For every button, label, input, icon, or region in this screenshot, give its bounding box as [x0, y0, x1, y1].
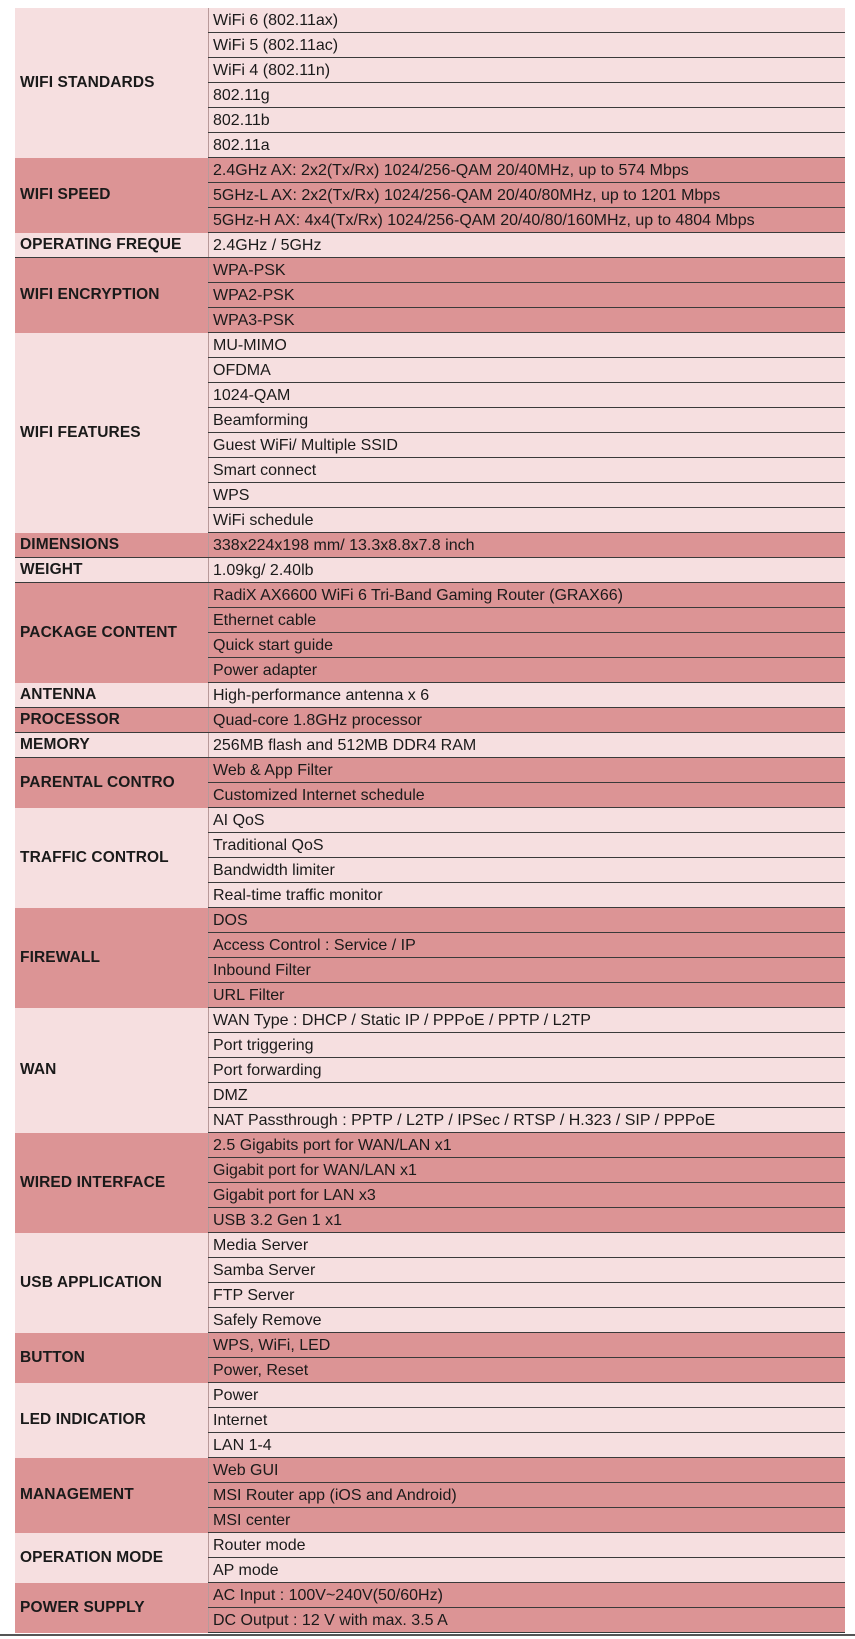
- spec-value: Real-time traffic monitor: [209, 883, 846, 908]
- spec-value: Router mode: [209, 1533, 846, 1558]
- spec-value: AI QoS: [209, 808, 846, 833]
- spec-value: Quick start guide: [209, 633, 846, 658]
- spec-value: Power: [209, 1383, 846, 1408]
- spec-value: AP mode: [209, 1558, 846, 1583]
- spec-row: [15, 683, 845, 708]
- spec-value: MSI Router app (iOS and Android): [209, 1483, 846, 1508]
- spec-row: [15, 1133, 845, 1158]
- spec-value: WPA2-PSK: [209, 283, 846, 308]
- spec-value: WPA3-PSK: [209, 308, 846, 333]
- spec-label-wifi-speed: WIFI SPEED: [20, 186, 111, 203]
- spec-row: [15, 1458, 845, 1483]
- spec-label-parental-contro: PARENTAL CONTRO: [20, 773, 175, 791]
- spec-value: USB 3.2 Gen 1 x1: [209, 1208, 846, 1233]
- spec-value: Power, Reset: [209, 1358, 846, 1383]
- spec-table-body: [15, 8, 845, 1633]
- spec-value: 256MB flash and 512MB DDR4 RAM: [209, 733, 846, 758]
- spec-label-processor: PROCESSOR: [15, 708, 209, 733]
- spec-value: Customized Internet schedule: [209, 783, 846, 808]
- spec-value: 1024-QAM: [209, 383, 846, 408]
- spec-label-operating-freque: OPERATING FREQUE: [15, 233, 209, 258]
- spec-value: DOS: [209, 908, 846, 933]
- spec-value: 2.4GHz / 5GHz: [209, 233, 846, 258]
- spec-value: WiFi 5 (802.11ac): [209, 33, 846, 58]
- spec-value: 802.11g: [209, 83, 846, 108]
- spec-value: WPA-PSK: [209, 258, 846, 283]
- spec-value: AC Input : 100V~240V(50/60Hz): [209, 1583, 846, 1608]
- spec-value: Gigabit port for LAN x3: [209, 1183, 846, 1208]
- spec-value: Traditional QoS: [209, 833, 846, 858]
- spec-row: [15, 233, 845, 258]
- spec-value: Port forwarding: [209, 1058, 846, 1083]
- spec-row: [15, 1233, 845, 1258]
- spec-value: RadiX AX6600 WiFi 6 Tri-Band Gaming Router (GRAX66): [209, 583, 846, 608]
- spec-value: WiFi 4 (802.11n): [209, 58, 846, 83]
- spec-value: Power adapter: [209, 658, 846, 683]
- spec-value: DMZ: [209, 1083, 846, 1108]
- spec-value: Quad-core 1.8GHz processor: [209, 708, 846, 733]
- spec-row: [15, 333, 845, 358]
- spec-label-package-content: PACKAGE CONTENT: [20, 623, 178, 641]
- spec-row: [15, 583, 845, 608]
- spec-value: OFDMA: [209, 358, 846, 383]
- spec-label-wifi-standards: WIFI STANDARDS: [20, 73, 155, 91]
- spec-value: Samba Server: [209, 1258, 846, 1283]
- spec-value: Port triggering: [209, 1033, 846, 1058]
- spec-value: LAN 1-4: [209, 1433, 846, 1458]
- spec-value: Web GUI: [209, 1458, 846, 1483]
- spec-value: URL Filter: [209, 983, 846, 1008]
- spec-value: 802.11a: [209, 133, 846, 158]
- spec-row: [15, 708, 845, 733]
- spec-value: Media Server: [209, 1233, 846, 1258]
- spec-row: [15, 908, 845, 933]
- spec-label-button: BUTTON: [20, 1348, 85, 1366]
- spec-value: 2.5 Gigabits port for WAN/LAN x1: [209, 1133, 846, 1158]
- spec-row: [15, 1533, 845, 1558]
- spec-value: 5GHz-L AX: 2x2(Tx/Rx) 1024/256-QAM 20/40/80MHz, up to 1201 Mbps: [209, 183, 846, 208]
- spec-value: Guest WiFi/ Multiple SSID: [209, 433, 846, 458]
- spec-value: Gigabit port for WAN/LAN x1: [209, 1158, 846, 1183]
- spec-value: WAN Type : DHCP / Static IP / PPPoE / PPTP / L2TP: [209, 1008, 846, 1033]
- spec-value: DC Output : 12 V with max. 3.5 A: [209, 1608, 846, 1633]
- spec-label-wired-interface: WIRED INTERFACE: [20, 1173, 166, 1191]
- spec-row: [15, 1008, 845, 1033]
- spec-row: [15, 533, 845, 558]
- spec-label-wan: WAN: [20, 1061, 57, 1078]
- spec-value: Smart connect: [209, 458, 846, 483]
- spec-value: WiFi schedule: [209, 508, 846, 533]
- spec-value: 1.09kg/ 2.40lb: [209, 558, 846, 583]
- spec-label-wifi-features: WIFI FEATURES: [20, 423, 141, 441]
- spec-row: [15, 1333, 845, 1358]
- spec-value: WiFi 6 (802.11ax): [209, 8, 846, 33]
- spec-label-weight: WEIGHT: [15, 558, 209, 583]
- spec-value: 338x224x198 mm/ 13.3x8.8x7.8 inch: [209, 533, 846, 558]
- spec-label-dimensions: DIMENSIONS: [15, 533, 209, 558]
- spec-row: [15, 1383, 845, 1408]
- spec-label-management: MANAGEMENT: [20, 1486, 134, 1503]
- spec-row: [15, 758, 845, 783]
- spec-row: [15, 8, 845, 33]
- spec-value: MU-MIMO: [209, 333, 846, 358]
- spec-value: Access Control : Service / IP: [209, 933, 846, 958]
- spec-label-operation-mode: OPERATION MODE: [20, 1548, 164, 1566]
- spec-value: 5GHz-H AX: 4x4(Tx/Rx) 1024/256-QAM 20/40/80/160MHz, up to 4804 Mbps: [209, 208, 846, 233]
- spec-value: NAT Passthrough : PPTP / L2TP / IPSec / RTSP / H.323 / SIP / PPPoE: [209, 1108, 846, 1133]
- spec-row: [15, 808, 845, 833]
- spec-label-firewall: FIREWALL: [20, 948, 101, 966]
- spec-value: 802.11b: [209, 108, 846, 133]
- spec-row: [15, 733, 845, 758]
- spec-label-led-indicatior: LED INDICATIOR: [20, 1411, 146, 1428]
- spec-value: WPS: [209, 483, 846, 508]
- spec-value: High-performance antenna x 6: [209, 683, 846, 708]
- spec-label-memory: MEMORY: [15, 733, 209, 758]
- spec-label-usb-application: USB APPLICATION: [20, 1273, 162, 1291]
- spec-value: MSI center: [209, 1508, 846, 1533]
- spec-value: Internet: [209, 1408, 846, 1433]
- spec-value: Beamforming: [209, 408, 846, 433]
- spec-row: [15, 258, 845, 283]
- spec-value: FTP Server: [209, 1283, 846, 1308]
- spec-label-traffic-control: TRAFFIC CONTROL: [20, 848, 169, 866]
- spec-table: [15, 8, 845, 1633]
- spec-label-antenna: ANTENNA: [15, 683, 209, 708]
- spec-row: [15, 1583, 845, 1608]
- bottom-divider: [0, 1634, 855, 1636]
- spec-value: Ethernet cable: [209, 608, 846, 633]
- spec-row: [15, 158, 845, 183]
- spec-value: 2.4GHz AX: 2x2(Tx/Rx) 1024/256-QAM 20/40MHz, up to 574 Mbps: [209, 158, 846, 183]
- spec-value: Inbound Filter: [209, 958, 846, 983]
- spec-label-wifi-encryption: WIFI ENCRYPTION: [20, 286, 160, 304]
- spec-value: Web & App Filter: [209, 758, 846, 783]
- spec-value: WPS, WiFi, LED: [209, 1333, 846, 1358]
- spec-value: Bandwidth limiter: [209, 858, 846, 883]
- spec-row: [15, 558, 845, 583]
- spec-value: Safely Remove: [209, 1308, 846, 1333]
- spec-label-power-supply: POWER SUPPLY: [20, 1598, 145, 1616]
